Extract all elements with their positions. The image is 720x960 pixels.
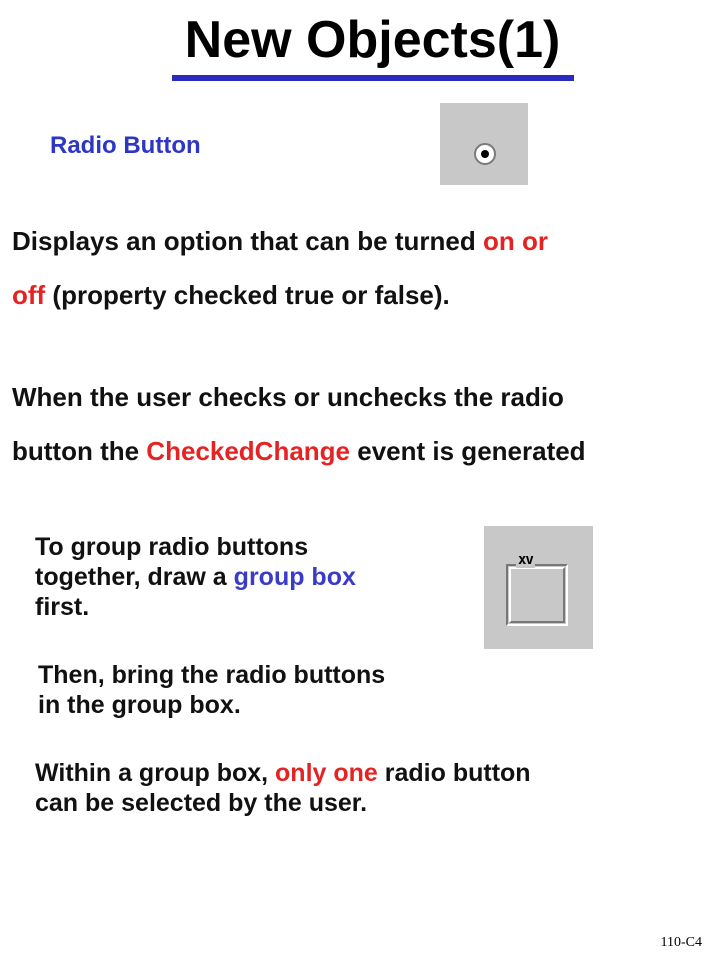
- highlight-text: on or: [482, 226, 548, 256]
- section-heading: Radio Button: [50, 132, 201, 159]
- paragraph-line: [35, 562, 356, 592]
- paragraph-line: [35, 758, 531, 788]
- paragraph-line: To group radio buttons: [35, 533, 309, 561]
- bring-buttons-paragraph: [38, 660, 385, 720]
- page-title: New Objects(1): [184, 11, 561, 69]
- highlight-text: only one: [275, 759, 378, 787]
- paragraph-line: first.: [35, 593, 90, 621]
- highlight-text: CheckedChange: [146, 436, 351, 466]
- paragraph-line: When the user checks or unchecks the radio: [12, 382, 564, 412]
- text-span: Within a group box,: [35, 759, 276, 787]
- text-span: event is generated: [350, 436, 586, 466]
- paragraph-line: in the group box.: [38, 691, 241, 719]
- paragraph-line: [12, 214, 548, 268]
- paragraph-line: [12, 268, 548, 322]
- paragraph-line: Then, bring the radio buttons: [38, 661, 386, 689]
- text-span: radio button: [377, 759, 531, 787]
- text-span: together, draw a: [35, 563, 234, 591]
- paragraph-line: can be selected by the user.: [35, 789, 368, 817]
- event-paragraph: [12, 370, 586, 478]
- group-box-label: xv: [518, 552, 533, 568]
- text-span: button the: [12, 436, 147, 466]
- title-underline: [172, 75, 574, 81]
- highlight-text: off: [12, 280, 46, 310]
- group-instruction-paragraph: [35, 532, 356, 622]
- group-box-frame: [506, 564, 568, 626]
- selection-paragraph: [35, 758, 531, 818]
- description-paragraph: [12, 214, 548, 322]
- highlight-text: group box: [233, 563, 356, 591]
- text-span: Displays an option that can be turned: [12, 226, 483, 256]
- slide-number: 110-C4: [660, 935, 702, 950]
- paragraph-line: [12, 424, 586, 478]
- radio-circle: [474, 143, 496, 165]
- radio-button-icon: [440, 103, 528, 185]
- group-box-icon: [484, 526, 593, 649]
- text-span: (property checked true or false).: [45, 280, 450, 310]
